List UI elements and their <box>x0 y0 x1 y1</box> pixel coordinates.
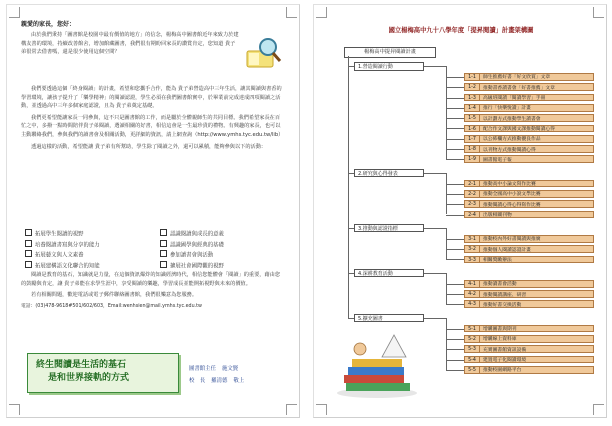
item-label: 推動校內外好書閱讀與推廣 <box>483 237 541 243</box>
slogan-line: 是和世界接軌的方式 <box>48 373 130 383</box>
list-item-label: 拓展學生閱讀的視野 <box>35 231 84 238</box>
connector-line <box>446 273 447 304</box>
item-number: 2-3 <box>465 201 480 207</box>
diagram-item <box>464 345 594 353</box>
connector-line <box>446 339 464 340</box>
signature-title: 校 長 <box>189 378 206 384</box>
diagram-item <box>464 180 594 188</box>
connector-line <box>446 329 464 330</box>
left-page <box>6 4 300 418</box>
diagram-title: 國立楊梅高中九十八學年度「提昇閱讀」計畫架構圖 <box>388 27 534 34</box>
right-page <box>313 4 607 418</box>
item-label: 師生推薦好書「好文欣賞」文章 <box>483 75 551 81</box>
item-label: 以刊物方式推動閱讀心得 <box>483 147 536 153</box>
item-label: 推行「快樂悅讀」計畫 <box>483 106 531 112</box>
item-number: 4-3 <box>465 301 480 307</box>
crop-mark <box>316 404 327 415</box>
connector-line <box>446 159 464 160</box>
slogan-box <box>27 353 179 393</box>
connector-line <box>446 173 447 215</box>
crop-mark <box>593 404 604 415</box>
diagram-item <box>464 114 594 122</box>
item-label: 充實圖書館資訊設備 <box>483 347 527 353</box>
crop-mark <box>316 7 327 18</box>
item-label: 推動高中小論文寫作比賽 <box>483 182 536 188</box>
connector-line <box>446 304 464 305</box>
diagram-item <box>464 135 594 143</box>
connector-line <box>424 273 446 274</box>
connector-line <box>446 215 464 216</box>
connector-line <box>348 318 354 319</box>
list-item-label: 拓展建構語文化聯合的知能 <box>35 263 100 269</box>
item-label: 配合作文課與國文課推動閱讀心得 <box>483 126 555 132</box>
connector-line <box>446 228 447 259</box>
slogan-line: 終生閱讀是生活的基石 <box>36 360 127 370</box>
item-number: 2-1 <box>465 181 480 187</box>
closing-text <box>21 271 283 311</box>
connector-line <box>446 294 464 295</box>
list-item-label: 認識國學與經典的基礎 <box>170 242 224 248</box>
connector-line <box>446 349 464 350</box>
item-label: 增購圖書與期刊 <box>483 327 517 333</box>
item-label: 高級班閱讀「閱讀學習」手冊 <box>483 96 546 101</box>
list-item <box>25 240 150 251</box>
diagram-item <box>464 300 594 308</box>
item-number: 3-1 <box>465 236 480 242</box>
connector-line <box>446 108 464 109</box>
item-label: 增購線上資料庫 <box>483 337 517 343</box>
diagram-item <box>464 325 594 333</box>
item-label: 推動閱讀講座、研習 <box>483 292 527 298</box>
list-item-label: 認識閱讀與成長的意義 <box>170 231 224 238</box>
item-label: 推動校園網路平台 <box>483 368 522 374</box>
connector-line <box>424 66 446 67</box>
diagram-item <box>464 245 594 253</box>
item-number: 5-4 <box>465 357 480 363</box>
diagram-item <box>464 155 594 163</box>
item-number: 2-2 <box>465 191 480 197</box>
checkbox-icon <box>25 240 32 247</box>
list-item-label: 參加讀書會與活動 <box>170 252 214 259</box>
diagram-item <box>464 190 594 198</box>
connector-line <box>446 98 464 99</box>
list-item-label: 拓展藝文與人文素養 <box>35 252 84 259</box>
diagram-item <box>464 104 594 112</box>
item-number: 1-6 <box>465 126 480 132</box>
item-label: 相關獎勵辦法 <box>483 257 512 263</box>
connector-line <box>446 66 447 159</box>
diagram-item <box>464 73 594 81</box>
paragraph: 閱讀是教育的基石，知識就是力量，在這個資訊爆炸的知識經濟時代，相信您能體會「閱讀」的重要，藉由您的鼓勵與肯定，讓 貴子弟能在求學生涯中，享受閱讀的樂趣，學習成長並能開拓視野與未來的價值。 <box>21 272 281 287</box>
checkbox-icon <box>25 261 32 268</box>
intro-text <box>21 31 239 60</box>
item-label: 推動書香讀書會「好書推薦」文章 <box>483 85 555 91</box>
diagram-item <box>464 200 594 208</box>
connector-line <box>446 118 464 119</box>
item-number: 5-2 <box>465 336 480 342</box>
item-number: 3-2 <box>465 246 480 252</box>
list-item <box>160 240 285 251</box>
item-number: 4-2 <box>465 291 480 297</box>
connector-line <box>446 284 464 285</box>
connector-line <box>446 87 464 88</box>
connector-line <box>424 228 446 229</box>
checkbox-icon <box>160 250 167 257</box>
connector-line <box>446 360 464 361</box>
benefits-column <box>25 229 150 271</box>
diagram-item <box>464 280 594 288</box>
item-number: 1-9 <box>465 156 480 162</box>
item-number: 1-7 <box>465 136 480 142</box>
connector-line <box>446 149 464 150</box>
item-number: 1-3 <box>465 95 480 101</box>
connector-line <box>424 318 446 319</box>
item-number: 2-4 <box>465 212 480 218</box>
item-number: 5-5 <box>465 367 480 373</box>
books-illustration-icon <box>332 327 422 399</box>
paragraph: 透過這樣的活動，希望能讓 貴子弟有所幫助，學生除了閱讀之外，還可以累積，能夠參與以下的活動： <box>31 143 267 150</box>
paragraph: 我們更希望能讓家長一同參與，這不只是圖書館的工作，而是屬於全體親師生的共同目標。我們希望家長在百忙之中，多撥一點時間陪伴貴子弟閱讀，選讀相關的好書，相信這會是一生最珍貴的禮物。有興趣的家長，也可以主動聯絡我們，參與我們的讀書會及相關活動，更詳細的資訊，請上網查詢（http://www.ymhs.tyc.edu.tw/lib） <box>21 114 284 138</box>
benefits-column <box>160 229 285 271</box>
item-label: 推動全國高中小說文學比賽 <box>483 192 541 198</box>
list-item <box>160 250 285 261</box>
connector-line <box>446 204 464 205</box>
crop-mark <box>286 7 297 18</box>
signature-name: 施文賢 <box>221 366 239 372</box>
checkbox-icon <box>25 250 32 257</box>
diagram-item <box>464 125 594 133</box>
item-label: 以計劃方式推動學生讀書會 <box>483 116 541 122</box>
item-number: 1-8 <box>465 146 480 152</box>
paragraph: 由於我們秉持「圖書館是校園中最有價值的地方」的信念，楊梅高中圖書館近年來致力於建構友善的環境，持續改善館舍，增加館藏圖書，我們很有期盼回家長的讚賞肯定，您知道 貴子弟很常去借書嗎，還是很少使用這個空間？ <box>21 32 239 56</box>
contact-info: 電話：(03)478-9618#501/602/603，Email:wenhsien@mail.ymhs.tyc.edu.tw <box>21 303 202 309</box>
list-item-label: 培養閱讀書寫與分享的能力 <box>35 242 100 248</box>
connector-line <box>446 128 464 129</box>
item-number: 1-4 <box>465 105 480 111</box>
list-item <box>25 261 150 272</box>
list-item <box>160 261 285 272</box>
list-item <box>160 229 285 240</box>
paragraph: 我們要透過這個「終身閱讀」的計畫，希望和您攜手合作，能為 貴子弟營造高中三年生活，讓其閱讀與書香的學習環境，讓孩子提升了「樂學精神」的閱讀認證，學生必須在我們圖書館實中，於畢業前完成達成四項閱讀之活動，並透過高中三年多個家庭認證，且為 貴子弟奠定基礎。 <box>21 86 282 110</box>
item-number: 1-2 <box>465 84 480 90</box>
signature <box>189 363 250 387</box>
item-label: 推動讀書會活動 <box>483 282 517 288</box>
list-item <box>25 229 150 240</box>
diagram-category: 1.營造閱讀行動 <box>354 62 424 71</box>
diagram-item <box>464 335 594 343</box>
connector-line <box>446 77 464 78</box>
checkbox-icon <box>160 229 167 236</box>
item-label: 出版相關刊物 <box>483 213 512 218</box>
list-item <box>25 250 150 261</box>
connector-line <box>446 370 464 371</box>
item-label: 推動好書交換活動 <box>483 302 522 308</box>
item-label: 建置電子化閱讀環境 <box>483 358 527 363</box>
checkbox-icon <box>160 261 167 268</box>
diagram-item <box>464 356 594 364</box>
connector-line <box>446 184 464 185</box>
diagram-item <box>464 256 594 264</box>
diagram-item <box>464 83 594 91</box>
item-number: 4-1 <box>465 281 480 287</box>
diagram-root: 楊梅高中提昇閱讀計畫 <box>344 47 436 58</box>
diagram-item <box>464 366 594 374</box>
greeting: 親愛的家長，您好： <box>21 21 76 28</box>
item-number: 5-1 <box>465 326 480 332</box>
diagram-item <box>464 211 594 219</box>
paragraph: 若有相關問題，歡迎電話或電子郵件聯絡圖書館，我們很樂意為您服務。 <box>31 292 198 299</box>
item-number: 5-3 <box>465 346 480 352</box>
checkbox-icon <box>160 240 167 247</box>
diagram-item <box>464 94 594 102</box>
connector-line <box>446 259 464 260</box>
crop-mark <box>593 7 604 18</box>
crop-mark <box>9 404 20 415</box>
item-label: 推動閱讀心得心得寫作比賽 <box>483 202 541 208</box>
signature-close: 敬上 <box>233 378 245 384</box>
connector-line <box>446 249 464 250</box>
item-number: 3-3 <box>465 257 480 263</box>
connector-line <box>446 194 464 195</box>
item-number: 1-1 <box>465 74 480 80</box>
diagram-category: 2.研究與心得發表 <box>354 169 424 178</box>
connector-line <box>348 56 349 318</box>
crop-mark <box>286 404 297 415</box>
diagram-item <box>464 145 594 153</box>
item-number: 1-5 <box>465 115 480 121</box>
connector-line <box>446 139 464 140</box>
magnifier-book-icon <box>243 35 283 71</box>
connector-line <box>446 239 464 240</box>
diagram-category: 5.擴充圖書 <box>354 314 424 323</box>
signature-name: 羅清德 <box>211 378 228 384</box>
diagram-item <box>464 290 594 298</box>
signature-title: 圖書館主任 <box>189 366 216 372</box>
diagram-category: 4.深耕教育活動 <box>354 269 424 278</box>
item-label: 圖書館電子報 <box>483 157 512 163</box>
diagram-item <box>464 235 594 243</box>
connector-line <box>446 318 447 370</box>
diagram-category: 3.推動與認證指標 <box>354 224 424 233</box>
connector-line <box>424 173 446 174</box>
body-text <box>21 85 283 154</box>
checkbox-icon <box>25 229 32 236</box>
list-item-label: 擴展社會國際觀的視野 <box>170 263 224 269</box>
item-label: 推動個人閱讀認證計畫 <box>483 247 531 253</box>
item-label: 以公佈欄方式推動優良作品 <box>483 137 541 143</box>
crop-mark <box>9 7 20 18</box>
